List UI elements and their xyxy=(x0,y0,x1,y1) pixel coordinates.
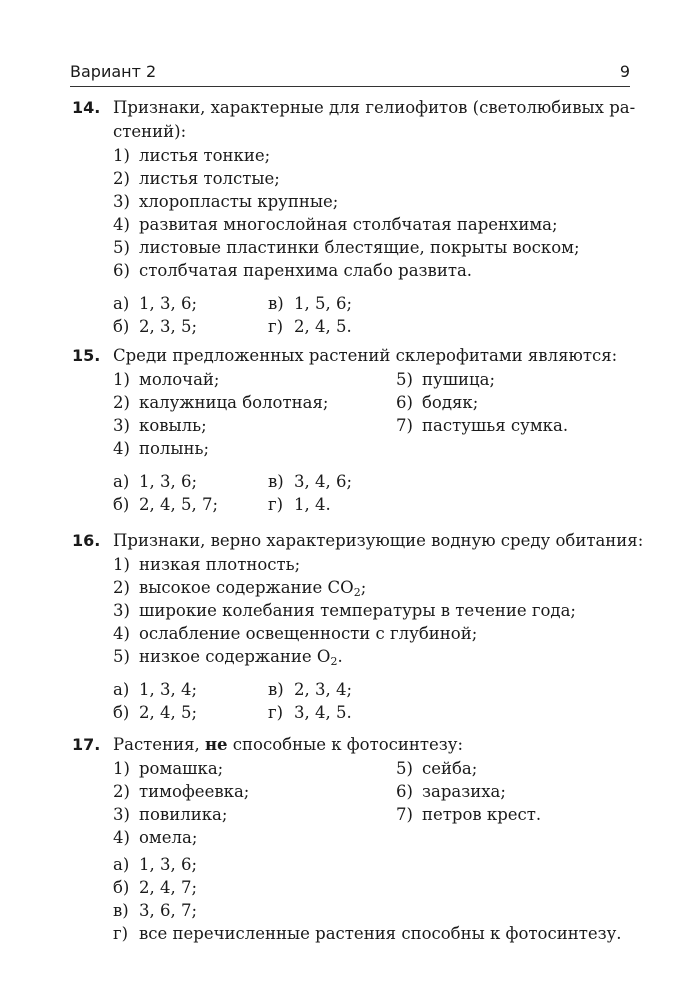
answer-choice xyxy=(70,701,630,724)
option-item xyxy=(70,236,630,259)
answer-letter: б) xyxy=(113,317,130,336)
answer-letter: в) xyxy=(268,680,284,699)
question-text-cont: стений): xyxy=(113,122,187,141)
option-text-end: ; xyxy=(360,578,367,597)
option-item xyxy=(70,645,630,668)
option-text: ослабление освещенности с глубиной; xyxy=(139,624,478,643)
option-text: ковыль; xyxy=(139,416,207,435)
question-text: Признаки, верно характеризующие водную среду обитания: xyxy=(113,531,644,550)
question-16 xyxy=(70,529,644,724)
subscript: 2 xyxy=(353,586,361,599)
option-number: 3) xyxy=(113,416,130,435)
option-number: 2) xyxy=(113,169,130,188)
answer-text: 3, 4, 5. xyxy=(294,703,352,722)
answer-letter: в) xyxy=(268,472,284,491)
answer-letter: в) xyxy=(268,294,284,313)
answer-choice xyxy=(70,678,630,701)
question-17 xyxy=(70,733,630,945)
question-text-part: способные к фотосинтезу: xyxy=(227,735,464,754)
answer-text: все перечисленные растения способны к фотосинтезу. xyxy=(139,924,622,943)
option-number: 5) xyxy=(113,647,130,666)
option-text: листья тонкие; xyxy=(139,146,271,165)
option-number: 2) xyxy=(113,393,130,412)
option-item xyxy=(70,803,630,826)
option-text: тимофеевка; xyxy=(139,782,250,801)
option-number: 5) xyxy=(396,370,413,389)
option-number: 1) xyxy=(113,555,130,574)
answer-text: 2, 4, 5; xyxy=(139,703,198,722)
option-text: омела; xyxy=(139,828,198,847)
answer-text: 1, 4. xyxy=(294,495,331,514)
option-number: 4) xyxy=(113,624,130,643)
option-number: 4) xyxy=(113,828,130,847)
answer-letter: б) xyxy=(113,878,130,897)
answer-text: 1, 3, 6; xyxy=(139,855,198,874)
option-text xyxy=(139,576,366,599)
answer-text: 2, 4, 5. xyxy=(294,317,352,336)
question-number: 14. xyxy=(72,98,101,117)
option-number: 1) xyxy=(113,146,130,165)
option-item xyxy=(70,190,630,213)
option-text: полынь; xyxy=(139,439,210,458)
option-text: развитая многослойная столбчатая паренхима; xyxy=(139,215,558,234)
option-number: 3) xyxy=(113,601,130,620)
answer-letter: г) xyxy=(268,703,284,722)
page-header xyxy=(70,60,630,87)
option-text: калужница болотная; xyxy=(139,393,329,412)
option-text: молочай; xyxy=(139,370,220,389)
option-number: 5) xyxy=(396,759,413,778)
option-number: 6) xyxy=(396,393,413,412)
option-text-main: низкое содержание O xyxy=(139,647,331,666)
answer-text: 1, 5, 6; xyxy=(294,294,353,313)
option-number: 3) xyxy=(113,192,130,211)
question-15 xyxy=(70,344,630,516)
question-14 xyxy=(70,96,636,338)
question-text xyxy=(113,733,463,757)
option-text: низкая плотность; xyxy=(139,555,301,574)
answer-letter: а) xyxy=(113,294,130,313)
option-number: 3) xyxy=(113,805,130,824)
answer-text: 1, 3, 6; xyxy=(139,472,198,491)
option-text: листья толстые; xyxy=(139,169,280,188)
option-number: 1) xyxy=(113,370,130,389)
option-number: 2) xyxy=(113,578,130,597)
answer-choice xyxy=(70,922,630,945)
option-text: листовые пластинки блестящие, покрыты воском; xyxy=(139,238,580,257)
option-item xyxy=(70,144,630,167)
option-item xyxy=(70,259,630,282)
option-text: петров крест. xyxy=(422,805,542,824)
option-text: широкие колебания температуры в течение года; xyxy=(139,601,576,620)
answer-letter: г) xyxy=(268,317,284,336)
answer-choice xyxy=(70,493,630,516)
option-number: 1) xyxy=(113,759,130,778)
answer-letter: а) xyxy=(113,855,130,874)
option-text: пушица; xyxy=(422,370,496,389)
option-text: пастушья сумка. xyxy=(422,416,569,435)
option-item xyxy=(70,437,630,460)
option-text xyxy=(139,645,343,668)
answer-choice xyxy=(70,315,630,338)
answer-choice xyxy=(70,899,630,922)
option-item xyxy=(70,826,630,849)
answer-letter: г) xyxy=(268,495,284,514)
answer-choice xyxy=(70,876,630,899)
option-item xyxy=(70,599,630,622)
option-item xyxy=(70,213,630,236)
option-item xyxy=(70,414,630,437)
option-text: хлоропласты крупные; xyxy=(139,192,339,211)
option-item xyxy=(70,553,630,576)
answer-text: 1, 3, 4; xyxy=(139,680,198,699)
option-number: 4) xyxy=(113,215,130,234)
answer-text: 1, 3, 6; xyxy=(139,294,198,313)
answer-choice xyxy=(70,292,630,315)
option-item xyxy=(70,622,630,645)
option-text: ромашка; xyxy=(139,759,224,778)
question-text: Среди предложенных растений склерофитами являются: xyxy=(113,346,618,365)
option-number: 7) xyxy=(396,805,413,824)
option-item xyxy=(70,368,630,391)
answer-choice xyxy=(70,470,630,493)
option-text: повилика; xyxy=(139,805,228,824)
option-item xyxy=(70,757,630,780)
answer-letter: а) xyxy=(113,680,130,699)
answer-text: 3, 6, 7; xyxy=(139,901,198,920)
answer-text: 2, 4, 7; xyxy=(139,878,198,897)
answer-letter: б) xyxy=(113,703,130,722)
option-text-end: . xyxy=(337,647,343,666)
option-text: столбчатая паренхима слабо развита. xyxy=(139,261,473,280)
option-item xyxy=(70,167,630,190)
option-number: 5) xyxy=(113,238,130,257)
option-number: 7) xyxy=(396,416,413,435)
option-item xyxy=(70,780,630,803)
option-text: бодяк; xyxy=(422,393,479,412)
answer-text: 2, 3, 5; xyxy=(139,317,198,336)
question-number: 15. xyxy=(72,346,101,365)
answer-text: 3, 4, 6; xyxy=(294,472,353,491)
answer-letter: в) xyxy=(113,901,129,920)
option-number: 6) xyxy=(396,782,413,801)
question-text-emphasis: не xyxy=(204,735,228,754)
option-text: заразиха; xyxy=(422,782,506,801)
answer-text: 2, 4, 5, 7; xyxy=(139,495,219,514)
answer-text: 2, 3, 4; xyxy=(294,680,353,699)
question-text: Признаки, характерные для гелиофитов (светолюбивых ра- xyxy=(113,98,636,117)
answer-choice xyxy=(70,853,630,876)
variant-label: Вариант 2 xyxy=(70,62,157,81)
option-number: 6) xyxy=(113,261,130,280)
option-item xyxy=(70,391,630,414)
option-text-main: высокое содержание CO xyxy=(139,578,354,597)
option-text: сейба; xyxy=(422,759,478,778)
answer-letter: г) xyxy=(113,924,129,943)
answer-letter: а) xyxy=(113,472,130,491)
option-item xyxy=(70,576,630,599)
question-number: 16. xyxy=(72,531,101,550)
answer-letter: б) xyxy=(113,495,130,514)
page-number: 9 xyxy=(619,62,630,81)
option-number: 2) xyxy=(113,782,130,801)
subscript: 2 xyxy=(330,655,338,668)
option-number: 4) xyxy=(113,439,130,458)
question-number: 17. xyxy=(72,735,101,754)
question-text-part: Растения, xyxy=(113,735,205,754)
